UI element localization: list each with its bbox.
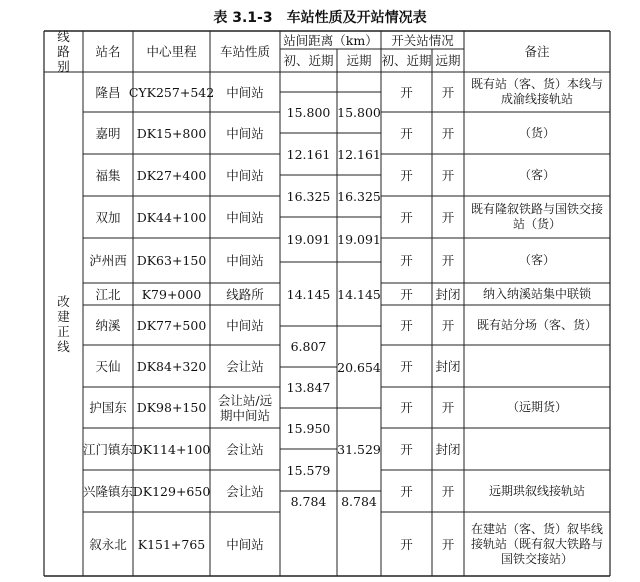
status-far: 开 — [441, 400, 455, 415]
station-mileage: K79+000 — [141, 286, 202, 302]
station-remark: 既有隆叙铁路与国铁交接站（货） — [470, 202, 603, 231]
distance-near: 15.579 — [286, 462, 331, 478]
distance-near: 16.325 — [286, 188, 331, 204]
status-near: 开 — [400, 84, 413, 100]
status-far: 开 — [441, 317, 455, 333]
status-far: 开 — [441, 209, 455, 225]
station-remark — [464, 428, 610, 470]
status-far: 开 — [441, 483, 455, 499]
distance-far: 20.654 — [337, 359, 381, 375]
header-remark: 备注 — [524, 44, 550, 59]
status-near: 开 — [400, 286, 413, 302]
station-mileage: DK98+150 — [136, 400, 207, 415]
status-far: 开 — [441, 125, 455, 141]
station-nature: 中间站 — [226, 167, 264, 183]
distance-near: 12.161 — [286, 146, 331, 162]
station-nature: 中间站 — [226, 253, 264, 268]
distance-near: 19.091 — [286, 232, 331, 247]
status-near: 开 — [400, 125, 413, 141]
station-remark: 既有站分场（客、货） — [476, 317, 597, 332]
distance-near: 13.847 — [286, 380, 331, 395]
station-name: 护国东 — [89, 400, 127, 415]
header-status-near: 初、近期 — [381, 53, 432, 68]
header-mileage: 中心里程 — [146, 44, 197, 59]
header-line-type: 线路别 — [57, 29, 70, 74]
status-near: 开 — [400, 317, 413, 333]
header-distance: 站间距离（km） — [283, 32, 378, 48]
station-nature: 中间站 — [226, 84, 264, 100]
line-group-label: 改建正线 — [57, 294, 70, 354]
station-name: 天仙 — [95, 358, 121, 374]
station-remark: （货） — [518, 125, 555, 140]
status-far: 开 — [441, 536, 455, 552]
station-mileage: DK129+650 — [132, 483, 211, 499]
station-remark: 既有站（客、货）本线与成渝线接轨站 — [470, 77, 603, 106]
station-remark: （客） — [518, 253, 555, 267]
status-near: 开 — [400, 253, 413, 268]
station-nature: 会让站 — [226, 358, 264, 374]
status-far: 开 — [441, 167, 455, 183]
distance-far: 12.161 — [337, 146, 381, 162]
station-remark — [464, 345, 610, 387]
header-nature: 车站性质 — [219, 44, 270, 59]
station-mileage: DK27+400 — [136, 167, 207, 183]
station-name: 福集 — [95, 167, 121, 183]
station-nature: 会让站/远期中间站 — [217, 392, 273, 423]
station-remark: 在建站（客、货）叙毕线接轨站（既有叙大铁路与国铁交接站） — [470, 521, 603, 566]
station-nature: 中间站 — [226, 536, 264, 552]
station-mileage: DK15+800 — [136, 125, 207, 141]
header-status: 开关站情况 — [391, 32, 454, 48]
distance-near: 8.784 — [290, 494, 327, 509]
station-nature: 会让站 — [226, 483, 264, 499]
station-mileage: DK114+100 — [132, 441, 211, 457]
status-far: 开 — [441, 253, 455, 268]
table-caption: 车站性质及开站情况表 — [286, 10, 427, 26]
status-near: 开 — [400, 167, 413, 183]
distance-far: 19.091 — [337, 232, 381, 247]
distance-near: 15.950 — [286, 421, 331, 436]
station-name: 叙永北 — [89, 536, 127, 552]
status-near: 开 — [400, 209, 413, 225]
status-near: 开 — [400, 358, 413, 374]
station-name: 江北 — [95, 286, 121, 302]
station-name: 江门镇东 — [83, 441, 134, 457]
header-status-far: 远期 — [435, 53, 461, 68]
station-name: 泸州西 — [89, 253, 127, 268]
station-mileage: DK77+500 — [136, 317, 207, 333]
station-mileage: DK44+100 — [136, 209, 207, 225]
status-near: 开 — [400, 441, 413, 457]
station-mileage: CYK257+542 — [128, 84, 215, 100]
distance-near: 15.800 — [286, 105, 331, 120]
station-nature: 线路所 — [226, 286, 264, 302]
distance-far: 14.145 — [337, 286, 381, 302]
station-remark: （客） — [518, 167, 555, 182]
station-nature: 中间站 — [226, 209, 264, 225]
table-number: 表 3.1-3 — [213, 10, 273, 26]
station-remark: 远期珙叙线接轨站 — [488, 483, 585, 498]
header-distance-far: 远期 — [346, 53, 372, 68]
distance-far: 15.800 — [337, 105, 381, 120]
status-far: 开 — [441, 84, 455, 100]
station-name: 隆昌 — [95, 84, 121, 100]
status-far: 封闭 — [435, 358, 461, 374]
station-name: 兴隆镇东 — [83, 483, 134, 499]
station-nature: 中间站 — [226, 317, 264, 333]
station-mileage: K151+765 — [137, 536, 206, 552]
station-name: 双加 — [95, 209, 121, 225]
station-nature: 中间站 — [226, 125, 264, 141]
station-remark: （远期货） — [506, 400, 567, 414]
station-mileage: DK63+150 — [136, 253, 207, 268]
station-mileage: DK84+320 — [136, 358, 207, 374]
header-station: 站名 — [95, 44, 121, 59]
status-far: 封闭 — [435, 441, 461, 457]
status-near: 开 — [400, 483, 413, 499]
status-near: 开 — [400, 536, 413, 552]
distance-near: 14.145 — [286, 286, 331, 302]
station-name: 嘉明 — [95, 125, 121, 141]
status-near: 开 — [400, 400, 413, 415]
station-remark: 纳入纳溪站集中联锁 — [482, 286, 591, 301]
header-distance-near: 初、近期 — [283, 53, 334, 68]
status-far: 封闭 — [435, 286, 461, 302]
distance-near: 6.807 — [290, 339, 327, 354]
distance-far: 16.325 — [337, 188, 381, 204]
distance-far: 31.529 — [337, 442, 381, 457]
distance-far: 8.784 — [341, 494, 377, 509]
station-name: 纳溪 — [95, 317, 121, 333]
station-nature: 会让站 — [226, 441, 264, 457]
